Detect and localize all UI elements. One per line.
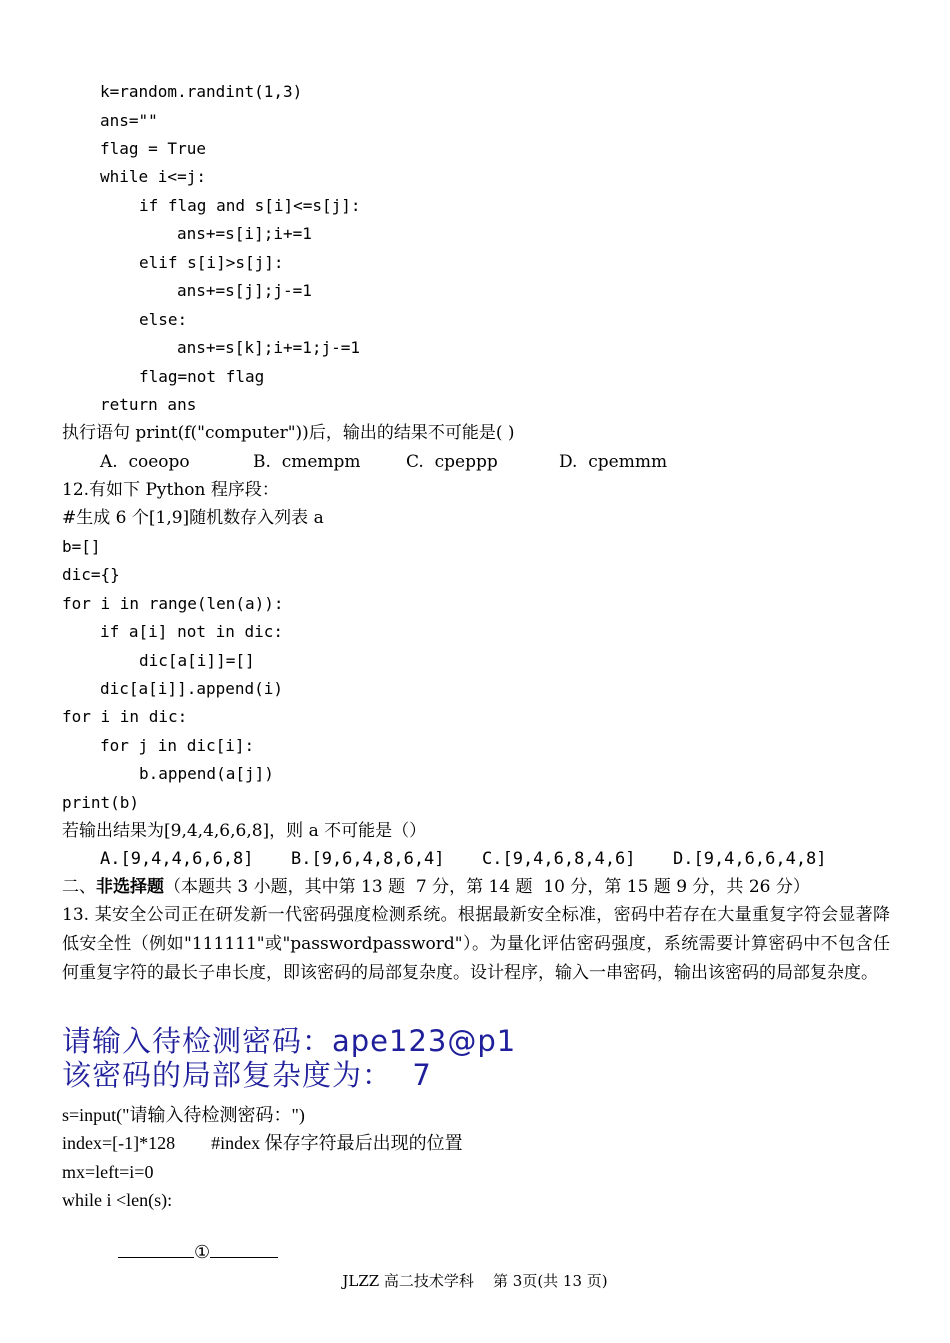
blank-underline [210, 1239, 278, 1258]
code-line: s=input("请输入待检测密码：") [62, 1105, 305, 1125]
blank-number: ① [194, 1242, 211, 1262]
output-line-result: 该密码的局部复杂度为： 7 [62, 1058, 432, 1092]
option-d: D.[9,4,6,6,4,8] [673, 849, 827, 869]
code-line: for i in dic: [62, 707, 188, 726]
code-line: ans="" [100, 111, 158, 130]
section-prefix: 二、 [62, 877, 96, 897]
code-line: ans+=s[i];i+=1 [177, 224, 312, 243]
question-13-text: 13. 某安全公司正在研发新一代密码强度检测系统。根据最新安全标准，密码中若存在大量重复字符会显著降低安全性（例如"111111"或"passwordpassword"）。为量化评估密码强度，系统需要计算密码中不包含任何重复字符的最长子串长度，即该密码的局部复杂度。设计程序，输入一串密码，输出该密码的局部复杂度。 [62, 905, 890, 983]
code-line: for j in dic[i]: [100, 736, 255, 755]
code-line: b=[] [62, 537, 101, 556]
option-a: A.[9,4,4,6,6,8] [100, 849, 254, 869]
section-note: （本题共 3 小题，其中第 13 题 7 分，第 14 题 10 分，第 15 题 9 分，共 26 分） [164, 877, 810, 897]
code-line: index=[-1]*128 #index 保存字符最后出现的位置 [62, 1133, 463, 1153]
question-11-stem: 执行语句 print(f("computer"))后，输出的结果不可能是( ) [62, 423, 515, 443]
question-12-title: 12.有如下 Python 程序段： [62, 480, 279, 500]
output-line-prompt: 请输入待检测密码：ape123@p1 [62, 1024, 517, 1058]
code-line: if a[i] not in dic: [100, 622, 284, 641]
code-line: ans+=s[k];i+=1;j-=1 [177, 338, 361, 357]
option-d: D. cpemmm [559, 452, 668, 472]
code-line: #生成 6 个[1,9]随机数存入列表 a [62, 508, 324, 528]
page-footer: JLZZ 高二技术学科 第 3页(共 13 页) [342, 1272, 608, 1290]
code-line: ans+=s[j];j-=1 [177, 281, 312, 300]
question-12-stem: 若输出结果为[9,4,4,6,6,8]，则 a 不可能是（） [62, 821, 427, 841]
code-line: else: [139, 310, 188, 329]
section-heading [62, 876, 810, 898]
section-title: 非选择题 [96, 877, 164, 897]
code-line: b.append(a[j]) [139, 764, 274, 783]
code-line: flag = True [100, 139, 206, 158]
code-line: mx=left=i=0 [62, 1162, 154, 1182]
code-line: if flag and s[i]<=s[j]: [139, 196, 361, 215]
code-line: dic[a[i]].append(i) [100, 679, 284, 698]
question-12-options [100, 848, 827, 870]
code-line: while i<=j: [100, 167, 206, 186]
code-line: print(b) [62, 793, 140, 812]
code-line: k=random.randint(1,3) [100, 82, 303, 101]
code-line: for i in range(len(a)): [62, 594, 284, 613]
option-a: A. coeopo [100, 452, 190, 472]
code-line: dic[a[i]]=[] [139, 651, 255, 670]
option-c: C.[9,4,6,8,4,6] [482, 849, 636, 869]
code-line: dic={} [62, 565, 120, 584]
code-line: return ans [100, 395, 197, 414]
code-line: while i <len(s): [62, 1190, 173, 1210]
code-line: flag=not flag [139, 367, 265, 386]
question-11-options [100, 451, 667, 473]
option-b: B. cmempm [253, 452, 361, 472]
option-c: C. cpeppp [406, 452, 498, 472]
code-line: elif s[i]>s[j]: [139, 253, 284, 272]
blank-underline [118, 1239, 194, 1258]
option-b: B.[9,6,4,8,6,4] [291, 849, 445, 869]
